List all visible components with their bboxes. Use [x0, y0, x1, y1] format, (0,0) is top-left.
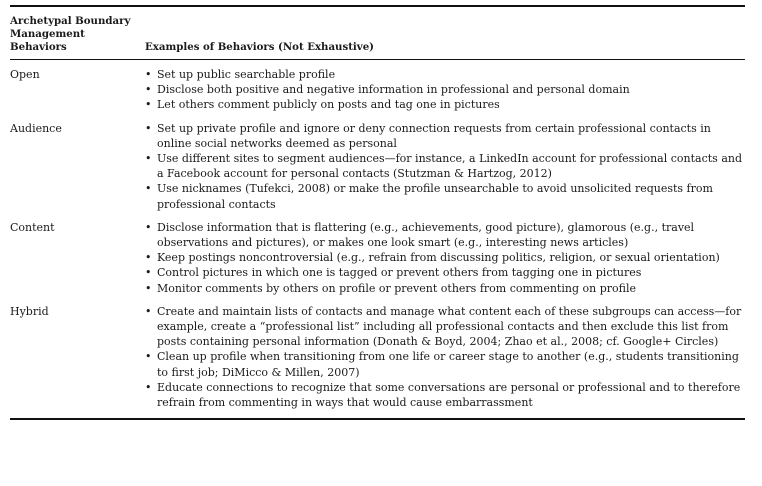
- header-col-examples: Examples of Behaviors (Not Exhaustive): [145, 41, 374, 53]
- list-item: • Set up public searchable profile: [145, 67, 745, 82]
- table-row-hybrid: [10, 304, 745, 410]
- list-item: • Create and maintain lists of contacts and manage what content each of these subgroups can access—for example, create a “professional list” including all professional contacts and then exclude this list from posts containing personal information (Donath & Boyd, 2004; Zhao et al., 2008; cf. Google+ Circles): [145, 304, 745, 350]
- list-item: • Let others comment publicly on posts and tag one in pictures: [145, 97, 745, 112]
- list-item: • Use different sites to segment audiences—for instance, a LinkedIn account for professional contacts and a Facebook account for personal contacts (Stutzman & Hartzog, 2012): [145, 151, 745, 181]
- list-item: • Control pictures in which one is tagged or prevent others from tagging one in pictures: [145, 265, 745, 280]
- list-item: • Keep postings noncontroversial (e.g., refrain from discussing politics, religion, or sexual orientation): [145, 250, 745, 265]
- header-col-behaviors: Archetypal Boundary Management Behaviors: [10, 15, 131, 53]
- list-item: • Disclose information that is flattering (e.g., achievements, good picture), glamorous (e.g., travel observations and pictures), or makes one look smart (e.g., interesting news articles): [145, 220, 745, 250]
- boundary-behaviors-table: [10, 5, 745, 420]
- row-category: Content: [10, 220, 55, 234]
- list-item: • Disclose both positive and negative information in professional and personal domain: [145, 82, 745, 97]
- list-item: • Educate connections to recognize that some conversations are personal or professional and to therefore refrain from commenting in ways that would cause embarrassment: [145, 380, 745, 410]
- list-item: • Use nicknames (Tufekci, 2008) or make the profile unsearchable to avoid unsolicited requests from professional contacts: [145, 181, 745, 211]
- table-row-audience: [10, 121, 745, 212]
- list-item: • Clean up profile when transitioning from one life or career stage to another (e.g., students transitioning to first job; DiMicco & Millen, 2007): [145, 349, 745, 379]
- header-rule: [10, 59, 745, 60]
- bottom-rule: [10, 418, 745, 420]
- table-row-content: [10, 220, 745, 296]
- row-category: Audience: [10, 121, 62, 135]
- list-item: • Monitor comments by others on profile or prevent others from commenting on profile: [145, 281, 745, 296]
- table-header: [10, 7, 745, 59]
- row-category: Open: [10, 68, 40, 81]
- list-item: • Set up private profile and ignore or deny connection requests from certain professional contacts in online social networks deemed as personal: [145, 121, 745, 151]
- table-row-open: [10, 67, 745, 113]
- row-category: Hybrid: [10, 304, 49, 318]
